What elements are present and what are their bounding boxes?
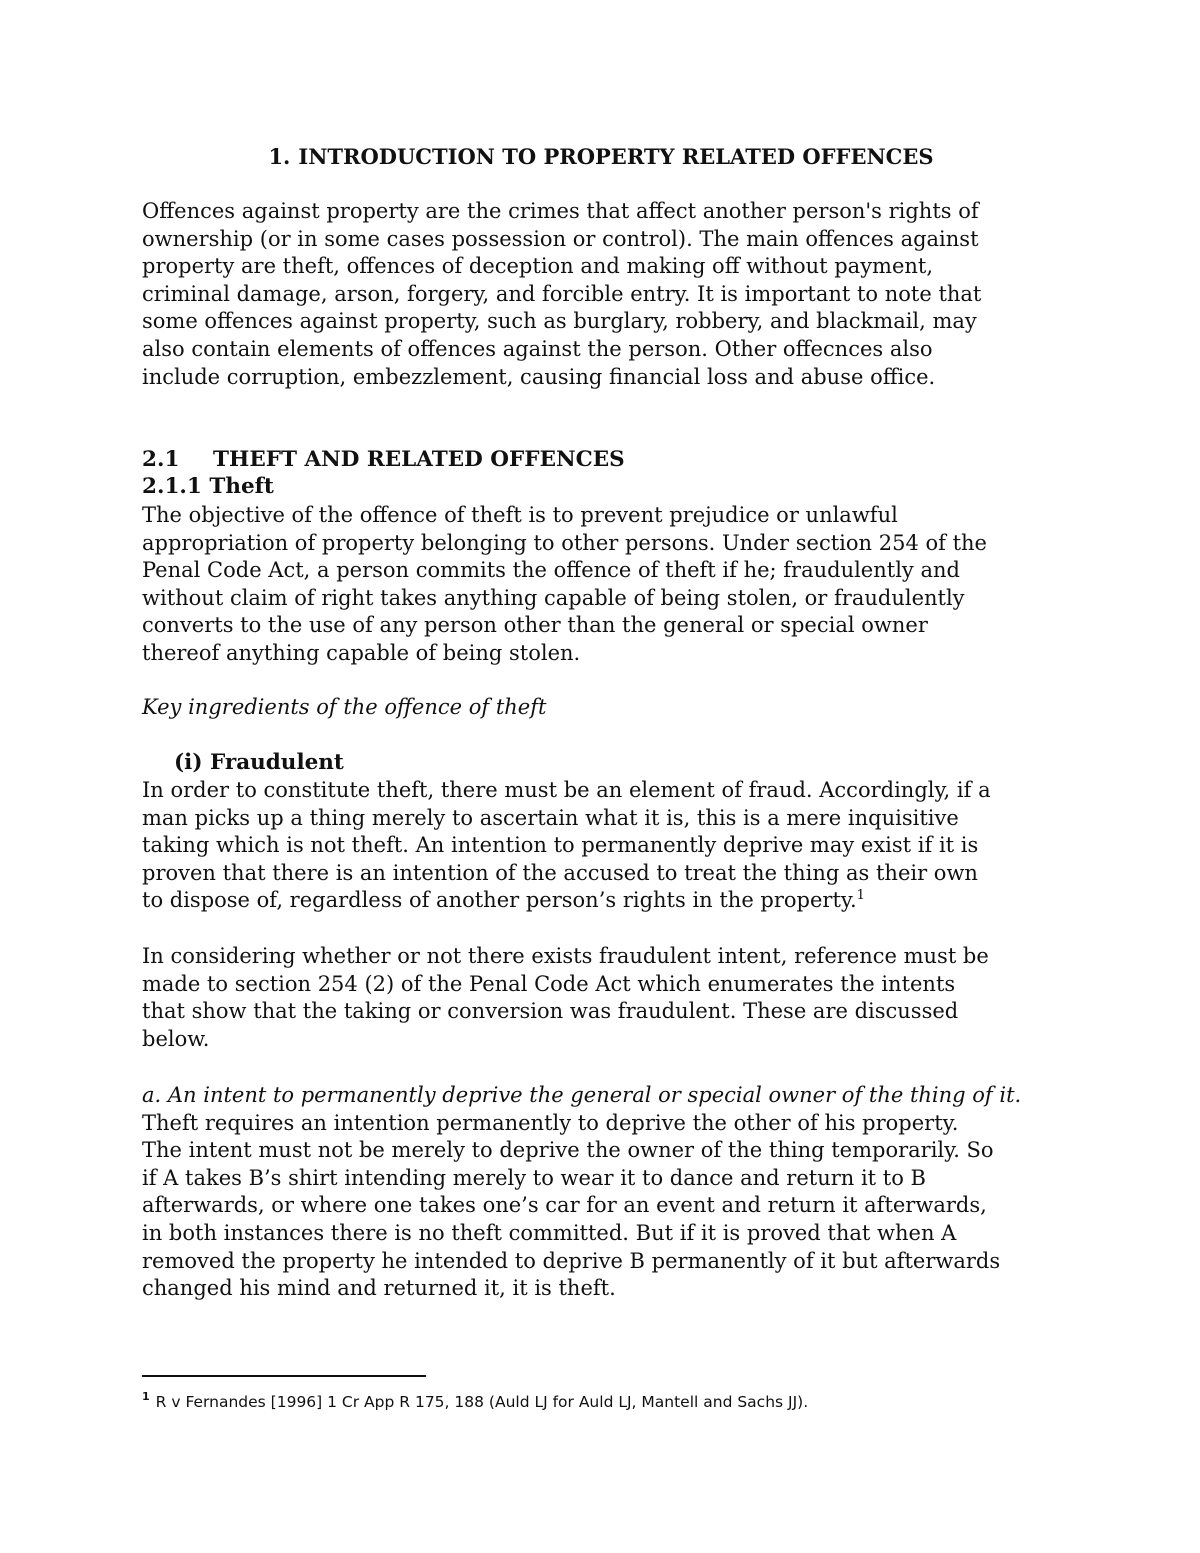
footnote [142,1387,1060,1412]
intro-line: Offences against property are the crimes that affect another person's rights of [142,199,979,223]
fraudulent-line: taking which is not theft. An intention to permanently deprive may exist if it is [142,833,979,858]
footnote-marker: 1 [142,1390,150,1403]
footnote-divider [142,1375,426,1377]
intro-line: ownership (or in some cases possession or control). The main offences against [142,226,979,251]
fraudulent-line: proven that there is an intention of the accused to treat the thing as their own [142,860,978,885]
considering-line: that show that the taking or conversion was fraudulent. These are discussed [142,999,959,1024]
page-title [142,143,1060,171]
section-number: 2.1 [142,447,180,472]
intent-paragraph [142,1082,1060,1303]
intent-line: in both instances there is no theft committed. But if it is proved that when A [142,1220,957,1245]
intent-line: if A takes B’s shirt intending merely to wear it to dance and return it to B [142,1165,926,1190]
intent-heading: a. An intent to permanently deprive the general or special owner of the thing of it. [142,1083,1022,1107]
fraudulent-heading: (i) Fraudulent [174,750,344,775]
theft-line: without claim of right takes anything capable of being stolen, or fraudulently [142,585,965,610]
intro-paragraph [142,198,1060,391]
intent-line: The intent must not be merely to deprive the owner of the thing temporarily. So [142,1138,994,1163]
fraudulent-line [142,887,1060,915]
footnote-reference[interactable]: 1 [856,888,865,904]
fraudulent-last-text: to dispose of, regardless of another person’s rights in the property. [142,888,857,913]
fraudulent-line: man picks up a thing merely to ascertain what it is, this is a mere inquisitive [142,805,959,830]
considering-line: In considering whether or not there exists fraudulent intent, reference must be [142,944,989,968]
intro-line: criminal damage, arson, forgery, and forcible entry. It is important to note that [142,281,982,306]
section-heading [142,446,1060,474]
intent-line: removed the property he intended to deprive B permanently of it but afterwards [142,1248,1001,1273]
intro-line: property are theft, offences of deception and making off without payment, [142,254,934,279]
title-number: 1. [268,144,291,169]
theft-line: converts to the use of any person other than the general or special owner [142,613,928,638]
section-title: THEFT AND RELATED OFFENCES [213,447,625,472]
considering-paragraph [142,943,1060,1053]
intent-line: changed his mind and returned it, it is theft. [142,1276,616,1301]
considering-line: made to section 254 (2) of the Penal Code Act which enumerates the intents [142,971,956,996]
intro-line: some offences against property, such as burglary, robbery, and blackmail, may [142,309,977,334]
intro-line: also contain elements of offences against the person. Other offecnces also [142,336,933,361]
theft-line: The objective of the offence of theft is to prevent prejudice or unlawful [142,503,898,527]
theft-line: Penal Code Act, a person commits the offence of theft if he; fraudulently and [142,558,960,583]
intro-line: include corruption, embezzlement, causing financial loss and abuse office. [142,364,936,389]
title-text: INTRODUCTION TO PROPERTY RELATED OFFENCES [298,144,934,169]
fraudulent-paragraph [142,777,1060,915]
theft-line: appropriation of property belonging to other persons. Under section 254 of the [142,530,987,555]
fraudulent-line: In order to constitute theft, there must be an element of fraud. Accordingly, if a [142,778,991,802]
subsection-heading: 2.1.1 Theft [142,474,274,499]
theft-paragraph [142,502,1060,668]
theft-line: thereof anything capable of being stolen. [142,640,581,665]
intent-line: afterwards, or where one takes one’s car for an event and return it afterwards, [142,1193,987,1218]
key-ingredients-heading: Key ingredients of the offence of theft [142,695,547,719]
considering-line: below. [142,1026,210,1051]
footnote-text: R v Fernandes [1996] 1 Cr App R 175, 188 (Auld LJ for Auld LJ, Mantell and Sachs JJ). [155,1393,809,1411]
intent-line: Theft requires an intention permanently to deprive the other of his property. [142,1110,959,1135]
